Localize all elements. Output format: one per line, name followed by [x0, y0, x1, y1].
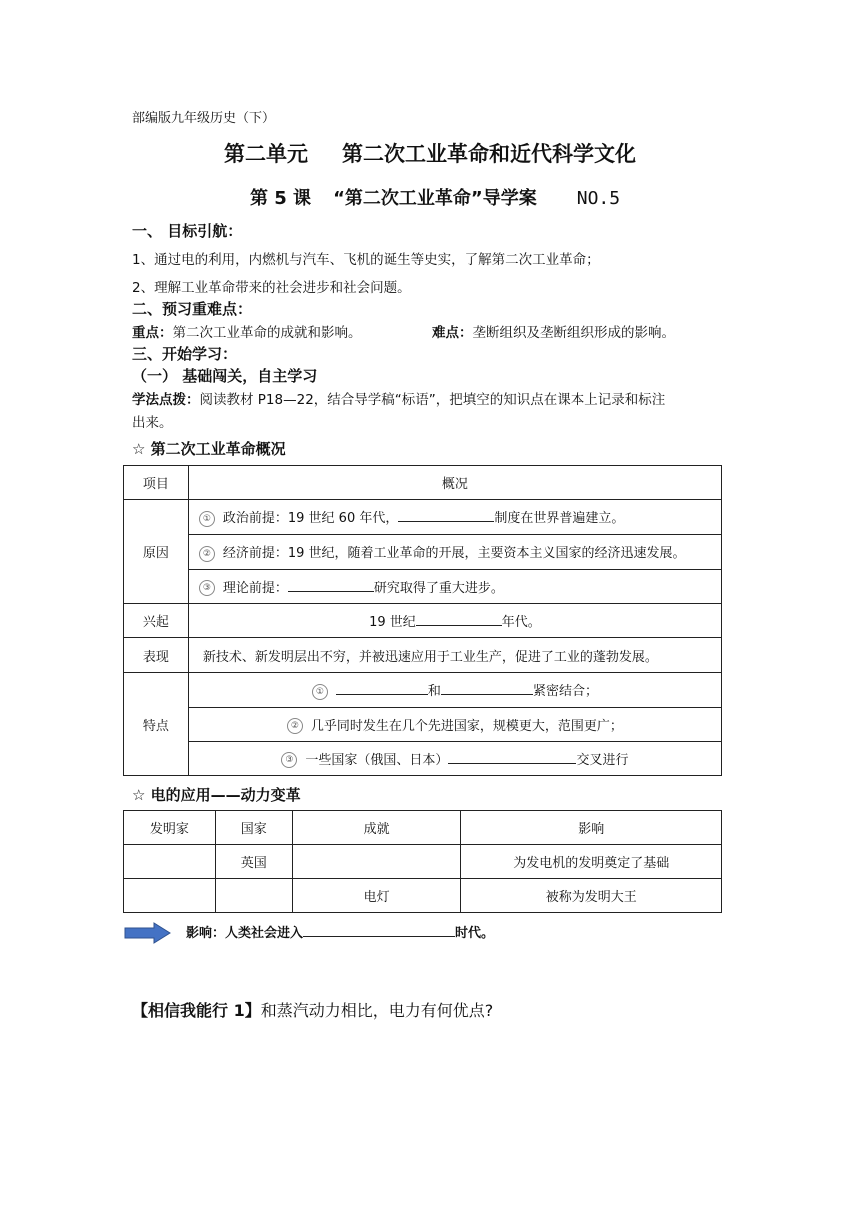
row-label-rise: 兴起	[124, 604, 189, 638]
col-header-country: 国家	[215, 811, 292, 845]
feature-1: ① 和 紧密结合；	[188, 673, 721, 708]
edition-label: 部编版九年级历史（下）	[132, 111, 276, 126]
task-question: 【相信我能行 1】和蒸汽动力相比，电力有何优点?	[132, 1001, 494, 1020]
section3-title: 三、开始学习：	[132, 345, 238, 363]
blank-theory[interactable]	[288, 577, 374, 592]
row-label-feature: 特点	[124, 673, 189, 776]
row-label-cause: 原因	[124, 500, 189, 604]
difficult-point: 难点：垄断组织及垄断组织形成的影响。	[432, 325, 675, 341]
cause-economic: ② 经济前提：19 世纪，随着工业革命的开展，主要资本主义国家的经济迅速发展。	[188, 535, 721, 570]
blank-era[interactable]	[303, 922, 455, 937]
table-cell[interactable]	[292, 845, 461, 879]
table2-heading: ☆ 电的应用——动力变革	[132, 786, 301, 804]
method-line-2: 出来。	[132, 415, 173, 431]
rise-text: 19 世纪 年代。	[188, 604, 721, 638]
table-cell[interactable]	[124, 845, 216, 879]
blank-rise[interactable]	[416, 611, 502, 626]
row-label-show: 表现	[124, 638, 189, 673]
arrow-right-icon	[124, 922, 172, 944]
section1-title: 一、 目标引航：	[132, 222, 243, 240]
table-cell[interactable]	[124, 879, 216, 913]
lesson-number: NO.5	[576, 188, 621, 209]
table-cell: 为发电机的发明奠定了基础	[461, 845, 722, 879]
table-cell: 英国	[215, 845, 292, 879]
col-header-impact: 影响	[461, 811, 722, 845]
table1-heading: ☆ 第二次工业革命概况	[132, 440, 286, 458]
feature-2: ② 几乎同时发生在几个先进国家，规模更大，范围更广；	[188, 708, 721, 742]
cause-political: ① 政治前提：19 世纪 60 年代， 制度在世界普遍建立。	[188, 500, 721, 535]
show-text: 新技术、新发明层出不穷，并被迅速应用于工业生产，促进了工业的蓬勃发展。	[188, 638, 721, 673]
col-header-item: 项目	[124, 466, 189, 500]
key-point: 重点：第二次工业革命的成就和影响。	[132, 325, 362, 341]
table-cell: 电灯	[292, 879, 461, 913]
table-cell: 被称为发明大王	[461, 879, 722, 913]
blank-feature-a[interactable]	[336, 680, 428, 695]
blank-feature-c[interactable]	[448, 749, 576, 764]
blank-political[interactable]	[398, 507, 494, 522]
section2-title: 二、预习重难点：	[132, 300, 253, 318]
electricity-table	[123, 810, 722, 913]
method-line-1: 学法点拨：阅读教材 P18—22，结合导学稿“标语”，把填空的知识点在课本上记录和标注	[132, 392, 666, 408]
goal-item-1: 1、通过电的利用，内燃机与汽车、飞机的诞生等史实，了解第二次工业革命；	[132, 252, 600, 268]
impact-line: 影响：人类社会进入 时代。	[186, 922, 494, 941]
col-header-inventor: 发明家	[124, 811, 216, 845]
cause-theory: ③ 理论前提： 研究取得了重大进步。	[188, 570, 721, 604]
overview-table	[123, 465, 722, 776]
col-header-overview: 概况	[188, 466, 721, 500]
feature-3: ③ 一些国家（俄国、日本） 交叉进行	[188, 742, 721, 776]
lesson-title: 第 5 课 “第二次工业革命”导学案 NO.5	[250, 188, 621, 209]
subsection-title: （一） 基础闯关，自主学习	[132, 367, 318, 385]
blank-feature-b[interactable]	[441, 680, 533, 695]
unit-title: 第二单元 第二次工业革命和近代科学文化	[224, 142, 636, 166]
col-header-achievement: 成就	[292, 811, 461, 845]
goal-item-2: 2、理解工业革命带来的社会进步和社会问题。	[132, 280, 411, 296]
table-cell[interactable]	[215, 879, 292, 913]
